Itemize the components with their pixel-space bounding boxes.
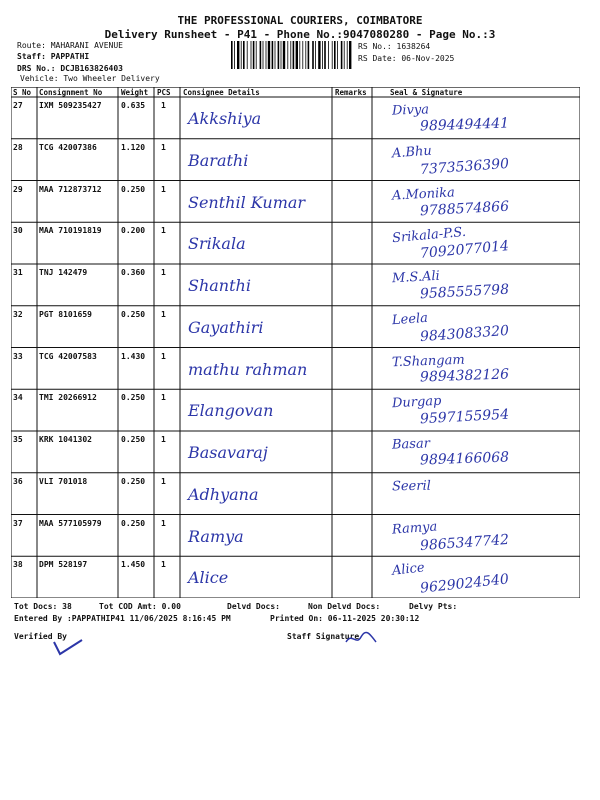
row-sno: 36: [13, 476, 23, 486]
row-weight: 1.120: [121, 142, 146, 152]
row-sno: 30: [13, 226, 23, 236]
row-consignment-no: TCG 42007386: [39, 142, 97, 152]
row-signature: Alice: [391, 560, 426, 579]
row-consignee-name: Barathi: [188, 150, 249, 170]
row-sno: 27: [13, 101, 23, 110]
row-weight: 0.250: [121, 309, 146, 319]
col-remarks: Remarks: [335, 88, 367, 97]
row-sno: 37: [13, 518, 23, 528]
row-phone-number: 9894166068: [419, 449, 510, 469]
row-consignee-name: Srikala: [188, 234, 246, 254]
row-pcs: 1: [161, 101, 166, 110]
row-pcs: 1: [161, 560, 166, 570]
row-phone-number: 7092077014: [419, 238, 510, 263]
row-consignment-no: TNJ 142479: [39, 268, 88, 277]
staff-signature-label: Staff Signature: [287, 632, 360, 641]
row-pcs: 1: [161, 518, 166, 528]
row-signature: Ramya: [391, 518, 438, 538]
row-weight: 0.250: [121, 518, 146, 528]
delivered-docs: Delvd Docs:: [227, 602, 280, 611]
row-weight: 0.635: [121, 101, 146, 110]
drs-number: DRS No.: DCJB163826403: [17, 64, 123, 73]
row-pcs: 1: [161, 393, 166, 403]
row-sno: 38: [13, 560, 23, 570]
row-consignee-name: Ramya: [188, 526, 244, 546]
row-sno: 33: [13, 351, 23, 361]
row-pcs: 1: [161, 268, 166, 277]
col-sno: S No: [13, 88, 32, 97]
row-consignment-no: PGT 8101659: [39, 309, 92, 319]
row-signature: A.Bhu: [391, 143, 433, 162]
verified-signature-scribble: [40, 636, 90, 660]
col-pcs: PCS: [157, 88, 171, 97]
vehicle-label: Vehicle: Two Wheeler Delivery: [20, 74, 160, 83]
row-phone-number: 9788574866: [419, 198, 510, 219]
row-signature: Durgap: [391, 393, 442, 412]
row-consignee-name: Adhyana: [188, 484, 259, 504]
row-consignment-no: KRK 1041302: [39, 435, 92, 444]
row-signature: Basar: [391, 436, 431, 453]
row-signature: A.Monika: [391, 184, 456, 204]
company-title: THE PROFESSIONAL COURIERS, COIMBATORE: [177, 14, 423, 27]
row-signature: M.S.Ali: [391, 268, 441, 287]
row-sno: 32: [13, 309, 23, 319]
row-sno: 34: [13, 393, 23, 403]
row-pcs: 1: [161, 351, 166, 361]
entered-by: Entered By :PAPPATHIP41 11/06/2025 8:16:45 PM: [14, 614, 231, 623]
total-docs: Tot Docs: 38: [14, 602, 72, 611]
col-consignee: Consignee Details: [183, 88, 260, 97]
row-pcs: 1: [161, 435, 166, 444]
row-phone-number: 9629024540: [419, 571, 510, 597]
row-consignment-no: MAA 577105979: [39, 518, 102, 528]
total-cod-amount: Tot COD Amt: 0.00: [99, 602, 181, 611]
col-weight: Weight: [121, 88, 149, 97]
rs-date: RS Date: 06-Nov-2025: [358, 54, 455, 63]
runsheet-subtitle: Delivery Runsheet - P41 - Phone No.:9047080280 - Page No.:3: [104, 28, 496, 41]
row-consignee-name: mathu rahman: [188, 359, 308, 379]
row-signature: Seeril: [391, 478, 431, 495]
row-weight: 1.450: [121, 560, 146, 570]
row-signature: Divya: [391, 102, 430, 119]
row-weight: 1.430: [121, 351, 146, 361]
row-consignment-no: DPM 528197: [39, 560, 88, 570]
row-sno: 29: [13, 184, 23, 194]
row-sno: 31: [13, 268, 23, 277]
row-phone-number: 9597155954: [419, 406, 510, 428]
row-signature: Leela: [391, 310, 429, 328]
row-consignee-name: Shanthi: [188, 276, 251, 295]
rs-number: RS No.: 1638264: [358, 42, 431, 51]
row-phone-number: 9894494441: [419, 115, 510, 135]
printed-on: Printed On: 06-11-2025 20:30:12: [270, 614, 420, 623]
row-consignment-no: VLI 701018: [39, 476, 88, 486]
row-sno: 35: [13, 435, 23, 444]
row-consignee-name: Gayathiri: [188, 317, 264, 337]
row-signature: T.Shangam: [391, 352, 465, 370]
route-label: Route: MAHARANI AVENUE: [17, 41, 123, 50]
row-sno: 28: [13, 142, 23, 152]
row-pcs: 1: [161, 184, 166, 194]
row-consignee-name: Basavaraj: [188, 443, 268, 462]
col-seal-signature: Seal & Signature: [390, 88, 463, 97]
row-pcs: 1: [161, 142, 166, 152]
row-weight: 0.250: [121, 393, 146, 403]
row-weight: 0.360: [121, 268, 146, 277]
staff-label: Staff: PAPPATHI: [17, 52, 90, 61]
row-phone-number: 9865347742: [419, 531, 510, 554]
non-delivered-docs: Non Delvd Docs:: [308, 602, 381, 611]
row-consignment-no: MAA 710191819: [39, 226, 102, 236]
row-consignment-no: TMI 20266912: [39, 393, 97, 403]
row-weight: 0.250: [121, 435, 146, 444]
staff-signature-scribble: [344, 630, 378, 648]
row-signature: Srikala-P.S.: [391, 225, 467, 247]
row-weight: 0.250: [121, 184, 146, 194]
row-phone-number: 9894382126: [419, 365, 510, 386]
row-phone-number: 9585555798: [419, 281, 510, 303]
row-consignee-name: Elangovan: [188, 401, 274, 421]
row-pcs: 1: [161, 309, 166, 319]
col-consignment: Consignment No: [39, 88, 103, 97]
row-consignment-no: TCG 42007583: [39, 351, 97, 361]
barcode-image: [230, 41, 352, 69]
row-consignment-no: MAA 712873712: [39, 184, 102, 194]
row-phone-number: 9843083320: [419, 322, 510, 345]
row-phone-number: 7373536390: [419, 155, 510, 178]
delivery-points: Delvy Pts:: [409, 602, 458, 611]
row-pcs: 1: [161, 226, 166, 236]
row-pcs: 1: [161, 476, 166, 486]
verified-by-label: Verified By: [14, 632, 67, 641]
row-weight: 0.250: [121, 476, 146, 486]
row-consignee-name: Senthil Kumar: [188, 192, 306, 212]
row-weight: 0.200: [121, 226, 146, 236]
row-consignment-no: IXM 509235427: [39, 101, 102, 110]
row-consignee-name: Alice: [188, 568, 229, 588]
row-consignee-name: Akkshiya: [188, 109, 262, 128]
